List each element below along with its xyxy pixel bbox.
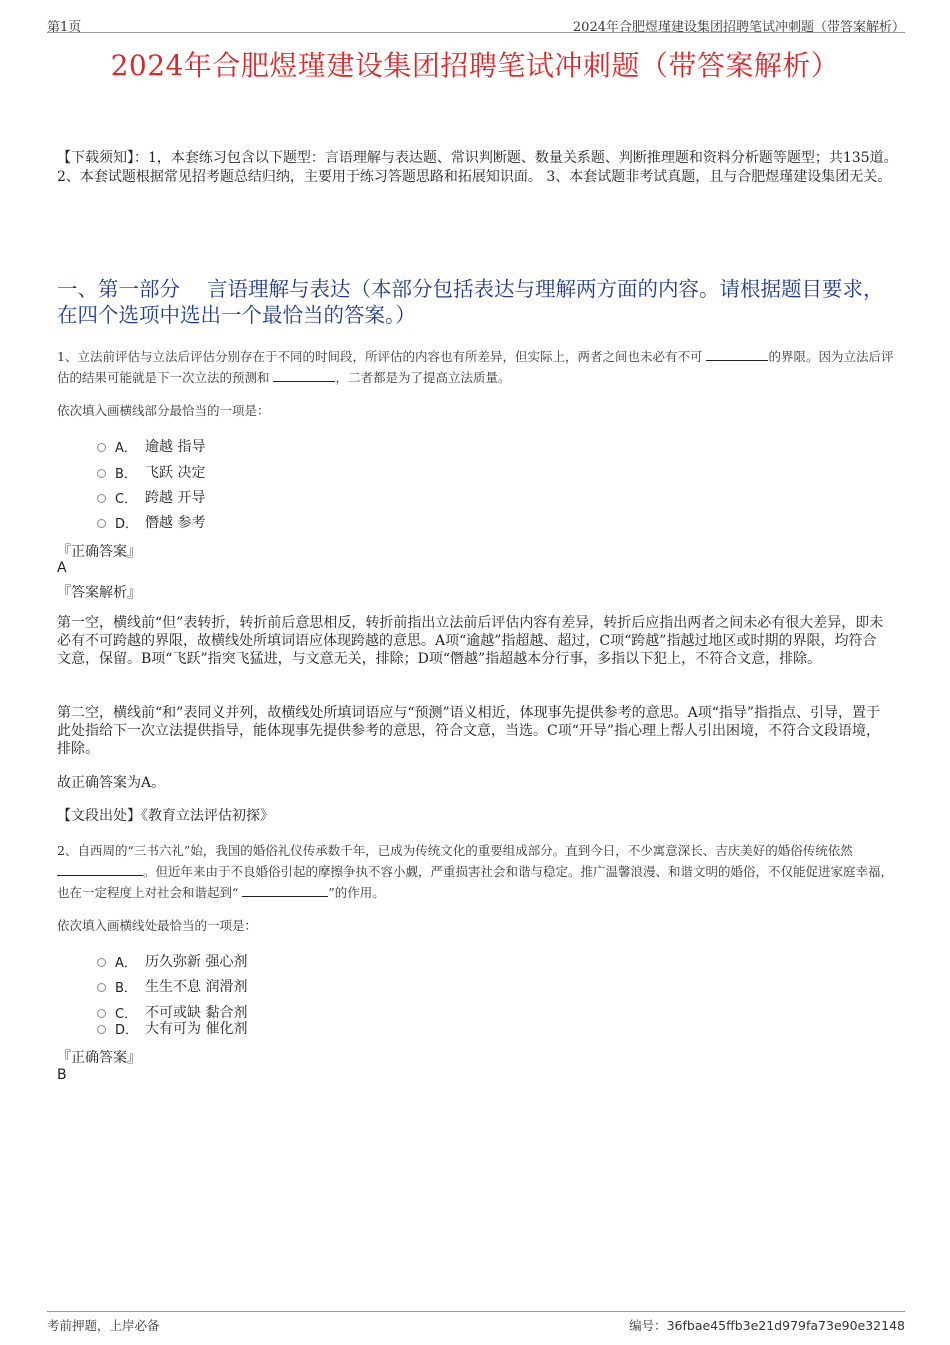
question-2-option-b[interactable]: B． 生生不息 润滑剂 <box>97 976 247 996</box>
page-header <box>47 14 905 33</box>
question-2-blank-1 <box>57 875 143 876</box>
question-1-option-d[interactable]: D． 僭越 参考 <box>97 512 205 532</box>
document-code: 编号：36fbae45ffb3e21d979fa73e90e32148 <box>629 1318 905 1333</box>
question-1-prompt: 依次填入画横线部分最恰当的一项是： <box>57 403 270 418</box>
question-2-option-a[interactable]: A． 历久弥新 强心剂 <box>97 951 247 971</box>
question-1-conclusion: 故正确答案为A。 <box>57 775 166 791</box>
page-number: 第1页 <box>47 20 82 35</box>
question-2-answer: B <box>57 1067 67 1083</box>
question-1-analysis-paragraph-1: 第一空，横线前“但”表转折，转折前后意思相反，转折前指出立法前后评估内容有差异，转折后应指出两者之间未必有很大差异，即未必有不可跨越的界限，故横线处所填词语应体现跨越的意思。A项“逾越”指超越、超过，C项“跨越”指越过地区或时期的界限，均符合文意，保留。B项“飞跃”指突飞猛进，与文意无关，排除；D项“僭越”指超越本分行事，多指以下犯上，不符合文意，排除。 <box>57 615 884 667</box>
radio-icon[interactable] <box>97 1025 106 1034</box>
header-doc-title: 2024年合肥煜瑾建设集团招聘笔试冲刺题（带答案解析） <box>572 20 905 35</box>
question-1-analysis-label: 『答案解析』 <box>57 585 141 601</box>
question-1-answer-label: 『正确答案』 <box>57 544 141 560</box>
question-1-option-a[interactable]: A． 逾越 指导 <box>97 436 205 456</box>
question-1-option-b[interactable]: B． 飞跃 决定 <box>97 462 205 482</box>
question-2-option-d[interactable]: D． 大有可为 催化剂 <box>97 1018 247 1038</box>
radio-icon[interactable] <box>97 494 106 503</box>
question-2-blank-2 <box>242 896 328 897</box>
question-1-text: 1、立法前评估与立法后评估分别存在于不同的时间段，所评估的内容也有所差异，但实际上，两者之间也未必有不可 的界限。因为立法后评估的结果可能就是下一次立法的预测和 ，二者都是为了提高立法质量。 <box>57 349 894 385</box>
radio-icon[interactable] <box>97 443 106 452</box>
question-1-source: 【文段出处】《教育立法评估初探》 <box>57 808 274 824</box>
page-title: 2024年合肥煜瑾建设集团招聘笔试冲刺题（带答案解析） <box>110 49 840 82</box>
question-2-text: 2、自西周的“三书六礼”始，我国的婚俗礼仪传承数千年，已成为传统文化的重要组成部分。直到今日，不少寓意深长、吉庆美好的婚俗传统依然 。但近年来由于不良婚俗引起的摩擦争执不容小觑，严重损害社会和谐与稳定。推广温馨浪漫、和谐文明的婚俗，不仅能促进家庭幸福，也在一定程度上对社会和谐起到“ ”的作用。 <box>57 843 894 900</box>
question-1-option-c[interactable]: C． 跨越 开导 <box>97 487 205 507</box>
download-notice: 【下载须知】：1，本套练习包含以下题型：言语理解与表达题、常识判断题、数量关系题、判断推理题和资料分析题等题型；共135道。 2、本套试题根据常见招考题总结归纳，主要用于练习答题思路和拓展知识面。 3、本套试题非考试真题，且与合肥煜瑾建设集团无关。 <box>57 150 898 185</box>
question-1-analysis-paragraph-2: 第二空，横线前“和”表同义并列，故横线处所填词语应与“预测”语义相近，体现事先提供参考的意思。A项“指导”指指点、引导，置于此处指给下一次立法提供指导，能体现事先提供参考的意思，符合文意，当选。C项“开导”指心理上帮人引出困境，不符合文段语境，排除。 <box>57 705 881 757</box>
radio-icon[interactable] <box>97 519 106 528</box>
radio-icon[interactable] <box>97 958 106 967</box>
question-1-blank-1 <box>706 360 768 361</box>
question-1-answer: A <box>57 560 67 576</box>
radio-icon[interactable] <box>97 469 106 478</box>
section-title: 一、第一部分 言语理解与表达（本部分包括表达与理解两方面的内容。请根据题目要求，在四个选项中选出一个最恰当的答案。） <box>57 277 884 327</box>
footer-slogan: 考前押题，上岸必备 <box>47 1318 160 1333</box>
question-2-answer-label: 『正确答案』 <box>57 1050 141 1066</box>
radio-icon[interactable] <box>97 1009 106 1018</box>
page-footer <box>47 1311 905 1332</box>
question-2-prompt: 依次填入画横线处最恰当的一项是： <box>57 918 258 933</box>
question-2-option-c[interactable]: C． 不可或缺 黏合剂 <box>97 1002 247 1022</box>
question-1-blank-2 <box>273 381 335 382</box>
radio-icon[interactable] <box>97 983 106 992</box>
